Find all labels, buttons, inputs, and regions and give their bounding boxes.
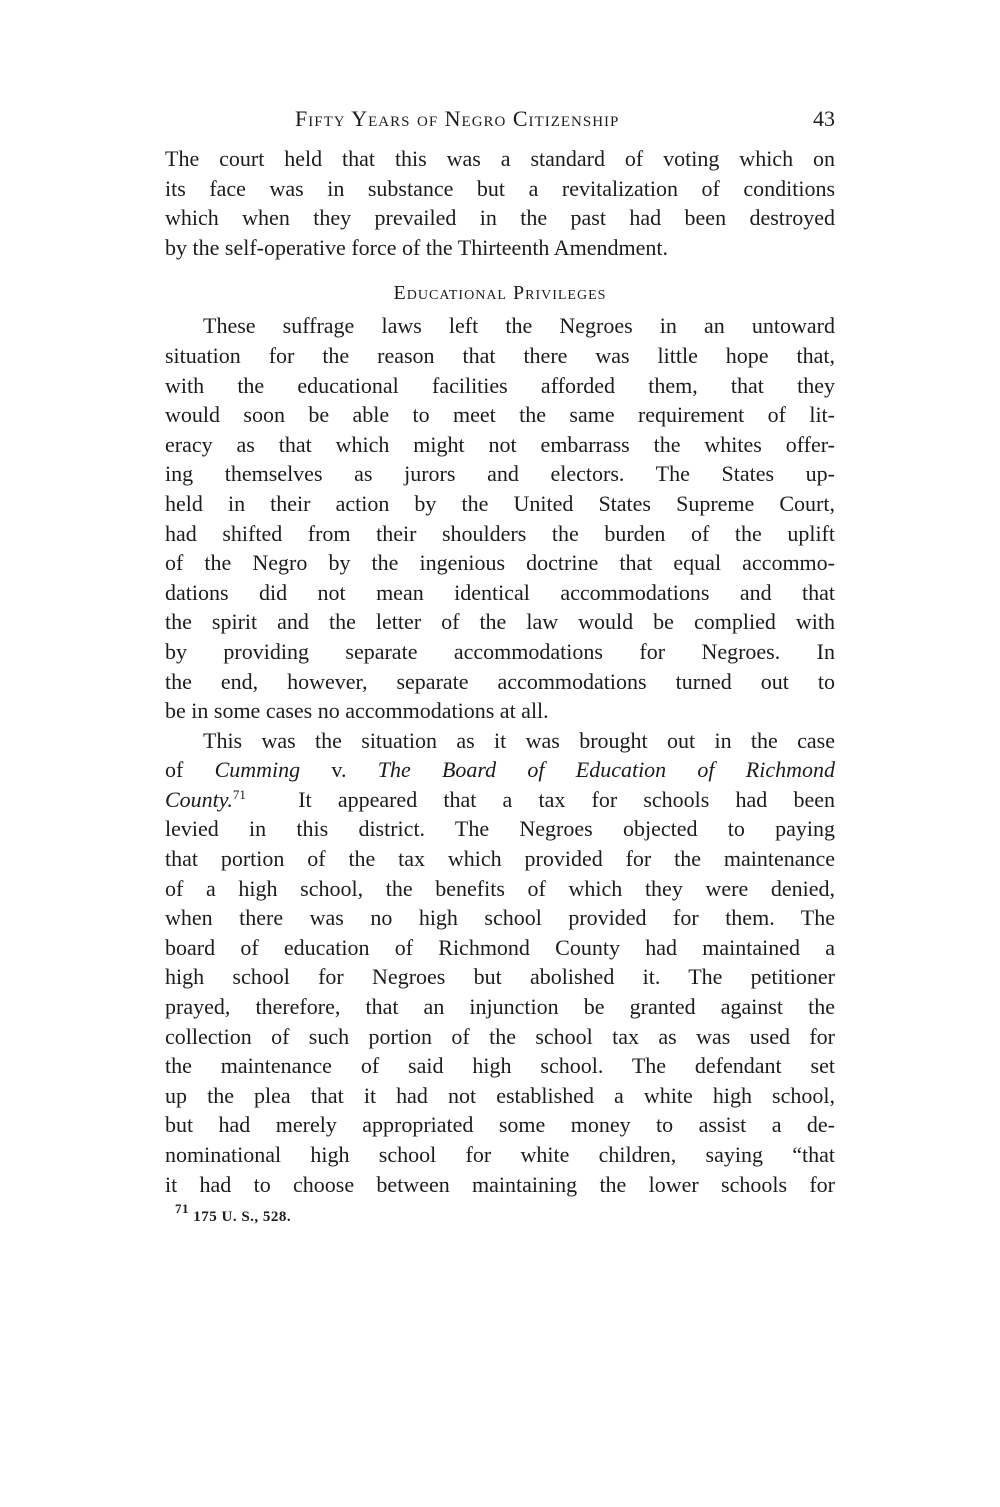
paragraph-court-held bbox=[165, 144, 835, 262]
text-line: be in some cases no accommodations at all. bbox=[165, 698, 549, 724]
case-party-cumming: Cumming bbox=[214, 757, 301, 783]
paragraph-suffrage-laws bbox=[165, 311, 835, 725]
text-line: ing themselves as jurors and electors. The States up- bbox=[165, 461, 835, 487]
text-line: with the educational facilities afforded them, that they bbox=[165, 372, 835, 398]
text-versus: v. bbox=[331, 757, 347, 783]
text-line: held in their action by the United States Supreme Court, bbox=[165, 490, 835, 516]
text-line: which when they prevailed in the past had been destroyed bbox=[165, 205, 835, 231]
text-line: nominational high school for white children, saying “that bbox=[165, 1142, 835, 1167]
text-line: but had merely appropriated some money to assist a de- bbox=[165, 1112, 835, 1138]
text-line: The court held that this was a standard of voting which on bbox=[165, 146, 835, 171]
page-number: 43 bbox=[813, 106, 835, 131]
text-line: would soon be able to meet the same requirement of lit- bbox=[165, 402, 835, 428]
text-line: by the self-operative force of the Thirteenth Amendment. bbox=[165, 234, 668, 260]
text-line: by providing separate accommodations for Negroes. In bbox=[165, 638, 835, 664]
text-line: it had to choose between maintaining the lower schools for bbox=[165, 1171, 835, 1197]
text-line: up the plea that it had not established a white high school, bbox=[165, 1082, 835, 1108]
text-of: of bbox=[165, 757, 184, 783]
footnote-reference[interactable]: 71 bbox=[232, 786, 246, 802]
text-tax-appeared: It appeared that a tax for schools had been bbox=[298, 786, 835, 812]
text-line: had shifted from their shoulders the burden of the uplift bbox=[165, 520, 835, 546]
text-line: the maintenance of said high school. The defendant set bbox=[165, 1053, 835, 1079]
text-line: its face was in substance but a revitalization of conditions bbox=[165, 175, 835, 201]
text-line: board of education of Richmond County had maintained a bbox=[165, 934, 835, 960]
text-line-case-name bbox=[165, 755, 835, 785]
text-line: of a high school, the benefits of which they were denied, bbox=[165, 875, 835, 901]
footnote bbox=[165, 1201, 835, 1226]
text-line: eracy as that which might not embarrass the whites offer- bbox=[165, 431, 835, 457]
running-head bbox=[165, 100, 835, 144]
running-title: Fifty Years of Negro Citizenship bbox=[295, 106, 620, 131]
text-line: high school for Negroes but abolished it. The petitioner bbox=[165, 964, 835, 990]
text-line: the end, however, separate accommodations turned out to bbox=[165, 668, 835, 694]
case-party-board: The Board of Education of Richmond bbox=[377, 757, 835, 783]
text-line: prayed, therefore, that an injunction be granted against the bbox=[165, 994, 835, 1020]
footnote-text: 175 U. S., 528. bbox=[193, 1209, 292, 1226]
footnote-marker: 71 bbox=[175, 1201, 189, 1217]
case-county: County. bbox=[165, 786, 233, 812]
text-line: These suffrage laws left the Negroes in an untoward bbox=[203, 313, 835, 339]
text-line: that portion of the tax which provided for the maintenance bbox=[165, 846, 835, 872]
text-line: levied in this district. The Negroes objected to paying bbox=[165, 816, 835, 842]
text-line: This was the situation as it was brought out in the case bbox=[203, 727, 835, 753]
text-line: collection of such portion of the school tax as was used for bbox=[165, 1023, 835, 1049]
text-line: the spirit and the letter of the law would be complied with bbox=[165, 609, 835, 635]
text-line: dations did not mean identical accommodations and that bbox=[165, 579, 835, 605]
text-line-footnote-ref bbox=[165, 785, 835, 815]
text-line: when there was no high school provided for them. The bbox=[165, 905, 835, 931]
text-line: of the Negro by the ingenious doctrine that equal accommo- bbox=[165, 550, 835, 576]
text-line: situation for the reason that there was little hope that, bbox=[165, 342, 835, 368]
paragraph-cumming-case bbox=[165, 726, 835, 1200]
book-page bbox=[165, 100, 835, 1226]
section-heading: Educational Privileges bbox=[393, 282, 607, 305]
